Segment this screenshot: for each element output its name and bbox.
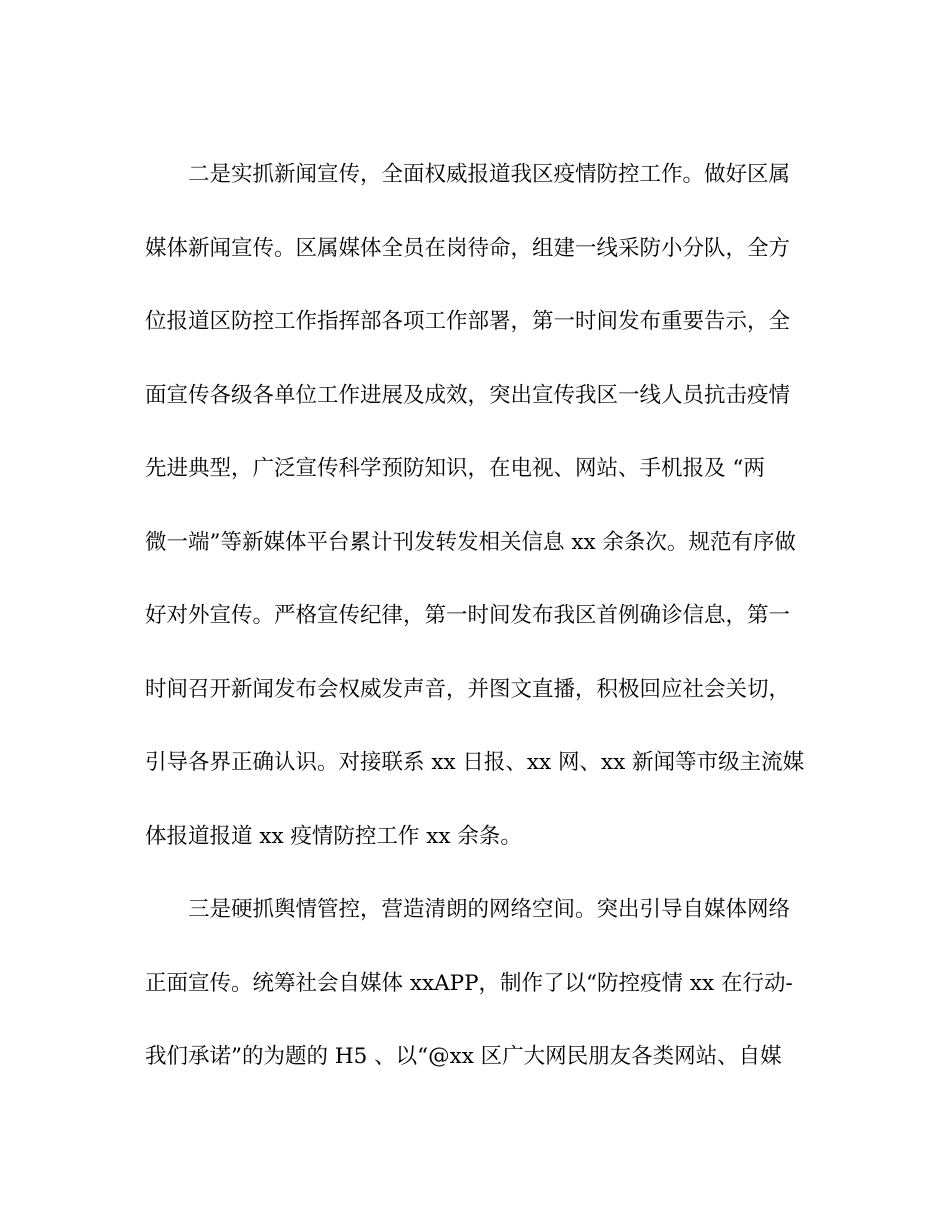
paragraph-2-line-7: 好对外宣传。严格宣传纪律，第一时间发布我区首例确诊信息，第一	[145, 603, 791, 628]
paragraph-3-line-3: 我们承诺”的为题的 H5 、以“@xx 区广大网民朋友各类网站、自媒	[145, 1044, 782, 1069]
paragraph-2-line-9: 引导各界正确认识。对接联系 xx 日报、xx 网、xx 新闻等市级主流媒	[145, 750, 805, 775]
paragraph-2-line-8: 时间召开新闻发布会权威发声音，并图文直播，积极回应社会关切，	[145, 676, 791, 702]
paragraph-3-line-1: 三是硬抓舆情管控，营造清朗的网络空间。突出引导自媒体网络	[188, 897, 791, 922]
paragraph-2-line-2: 媒体新闻宣传。区属媒体全员在岗待命，组建一线采防小分队，全方	[145, 235, 791, 261]
document-body	[145, 138, 810, 1094]
paragraph-2-line-3: 位报道区防控工作指挥部各项工作部署，第一时间发布重要告示，全	[145, 309, 791, 334]
paragraph-2-line-1: 二是实抓新闻宣传，全面权威报道我区疫情防控工作。做好区属	[188, 162, 791, 187]
paragraph-3-line-2: 正面宣传。统筹社会自媒体 xxAPP，制作了以“防控疫情 xx 在行动-	[145, 970, 793, 996]
paragraph-2-line-6: 微一端”等新媒体平台累计刊发转发相关信息 xx 余条次。规范有序做	[145, 529, 796, 555]
paragraph-2-line-5: 先进典型，广泛宣传科学预防知识，在电视、网站、手机报及 “两	[145, 456, 765, 481]
paragraph-2-line-10: 体报道报道 xx 疫情防控工作 xx 余条。	[145, 823, 522, 849]
paragraph-2-line-4: 面宣传各级各单位工作进展及成效，突出宣传我区一线人员抗击疫情	[145, 382, 791, 408]
